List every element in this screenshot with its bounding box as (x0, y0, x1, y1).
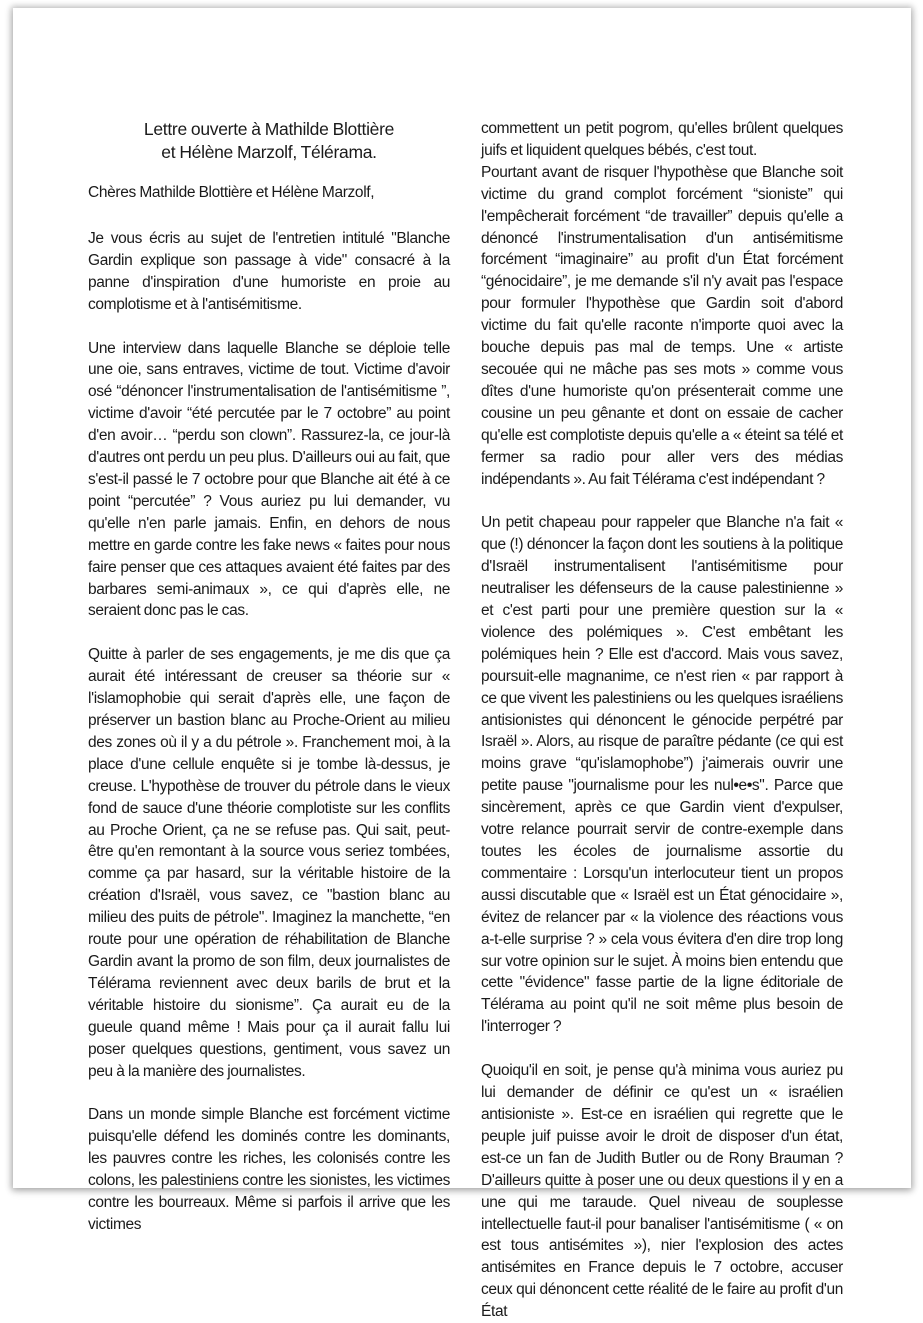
inclusive-letter: e (738, 777, 747, 795)
right-column (481, 8, 843, 1323)
title-line-2: et Hélène Marzolf, Télérama. (161, 142, 377, 162)
paragraph-simple-world: Dans un monde simple Blanche est forcément victime puisqu'elle défend les dominés contre les dominants, les pauvres contre les riches, les colonisés contre les colons, les palestiniens contre les sionistes, les victimes contre les bourreaux. Même si parfois il arrive que les victimes (88, 1106, 450, 1233)
chapeau-text-start: Un petit chapeau pour rappeler que Blanche n'a fait « que (!) dénoncer la façon dont les soutiens à la politique d'Israël instrumentalisent l'antisémitisme pour neutraliser les défenseurs de la cause palestinienne » et c'est parti pour une première question sur la « violence des polémiques ». C'est embêtant les polémiques hein ? Elle est d'accord. Mais vous savez, poursuit-elle magnanime, ce n'est rien « par rapport à ce que vivent les palestiniens ou les quelques israéliens antisionistes qui dénoncent le génocide perpétré par Israël ». Alors, au risque de paraître pédante (ce qui est moins grave “qu'islamophobe”) j'aimerais ouvrir une petite pause "journalisme pour les nul (481, 514, 843, 795)
paragraph-pogrom-continuation: commettent un petit pogrom, qu'elles brûlent quelques juifs et liquident quelques bébés, c'est tout. (481, 120, 843, 159)
paragraph-interview: Une interview dans laquelle Blanche se déploie telle une oie, sans entraves, victime de tout. Victime d'avoir osé “dénoncer l'instrumentalisation de l'antisémitisme ”, victime d'avoir “été percutée par le 7 octobre” au point d'en avoir… “perdu son clown”. Rassurez-la, ce jour-là d'autres ont perdu un peu plus. D'ailleurs oui au fait, que s'est-il passé le 7 octobre pour que Blanche ait été à ce point “percutée” ? Vous auriez pu lui demander, vu qu'elle n'en parle jamais. Enfin, en dehors de nous mettre en garde contre les fake news « faites pour nous faire penser que ces attaques avaient été faites par des barbares semi-animaux », ce qui d'après elle, ne seraient donc pas le cas. (88, 339, 450, 620)
title-line-1: Lettre ouverte à Mathilde Blottière (143, 119, 395, 139)
letter-title (88, 118, 450, 164)
paragraph-petit-chapeau (481, 512, 843, 1038)
paragraph-quoiquil: Quoiqu'il en soit, je pense qu'à minima vous auriez pu lui demander de définir ce qu'est un « israélien antisioniste ». Est-ce en israélien qui regrette que le peuple juif puisse avoir le droit de disposer d'un état, est-ce un fan de Judith Butler ou de Rony Brauman ? D'ailleurs quitte à poser une ou deux questions il y en a une qui me taraude. Quel niveau de souplesse intellectuelle faut-il pour banaliser l'antisémitisme ( « on est tous antisémites »), nier l'explosion des actes antisémites en France depuis le 7 octobre, accuser ceux qui dénoncent cette réalité de le faire au profit d'un État (481, 1062, 843, 1321)
paragraph-engagements: Quitte à parler de ses engagements, je me dis que ça aurait été intéressant de creuser sa théorie sur « l'islamophobie qui serait d'après elle, une façon de préserver un bastion blanc au Proche-Orient au milieu des zones où il y a du pétrole ». Franchement moi, à la place d'une cellule enquête si je tombe là-dessus, je creuse. L'hypothèse de trouver du pétrole dans le vieux fond de sauce d'une théorie complotiste sur les conflits au Proche Orient, ça ne se refuse pas. Qui sait, peut-être qu'en remontant à la source vous seriez tombées, comme ça par hasard, sur la véritable histoire de la création d'Israël, vous savez, ce "bastion blanc au milieu des puits de pétrole". Imaginez la manchette, “en route pour une opération de réhabilitation de Blanche Gardin avant la promo de son film, deux journalistes de Télérama reviennent avec deux barils de brut et la véritable histoire du sionisme”. Ça aurait eu de la gueule quand même ! Mais pour ça il aurait fallu lui poser quelques questions, gentiment, vous savez un peu à la manière des journalistes. (88, 646, 450, 1080)
inclusive-dot-1: • (733, 777, 739, 795)
left-column (88, 8, 450, 1236)
inclusive-dot-2: • (746, 777, 752, 795)
chapeau-text-end: s". Parce que sincèrement, après ce que Gardin vient d'expulser, votre relance pourrait servir de contre-exemple dans toutes les écoles de journalisme assortie du commentaire : Lorsqu'un interlocuteur tient un propos aussi discutable que « Israël est un État génocidaire », évitez de relancer par « la violence des réactions vous a-t-elle surprise ? » cela vous évitera d'en dire trop long sur votre opinion sur le sujet. À moins bien entendu que cette "évidence" fasse partie de la ligne éditoriale de Télérama au point qu'il ne soit même plus besoin de l'interroger ? (481, 777, 843, 1036)
salutation: Chères Mathilde Blottière et Hélène Marzolf, (88, 184, 375, 201)
document-page (13, 8, 911, 1321)
paragraph-intro: Je vous écris au sujet de l'entretien intitulé "Blanche Gardin explique son passage à vide" consacré à la panne d'inspiration d'une humoriste en proie au complotisme et à l'antisémitisme. (88, 229, 450, 313)
paragraph-complot-hypothesis: Pourtant avant de risquer l'hypothèse que Blanche soit victime du grand complot forcément “sioniste” qui l'empêcherait forcément “de travailler” depuis qu'elle a dénoncé l'instrumentalisation d'un antisémitisme forcément “imaginaire” au profit d'un État forcément “génocidaire”, je me demande s'il n'y avait pas l'espace pour formuler l'hypothèse que Gardin soit d'abord victime du fait qu'elle raconte n'importe quoi avec la bouche depuis pas mal de temps. Une « artiste secouée qui ne mâche pas ses mots » comme vous dîtes d'une humoriste qu'on présenterait comme une cousine un peu gênante et dont on essaie de cacher qu'elle est complotiste depuis qu'elle a « éteint sa télé et fermer sa radio pour aller vers des médias indépendants ». Au fait Télérama c'est indépendant ? (481, 163, 843, 488)
